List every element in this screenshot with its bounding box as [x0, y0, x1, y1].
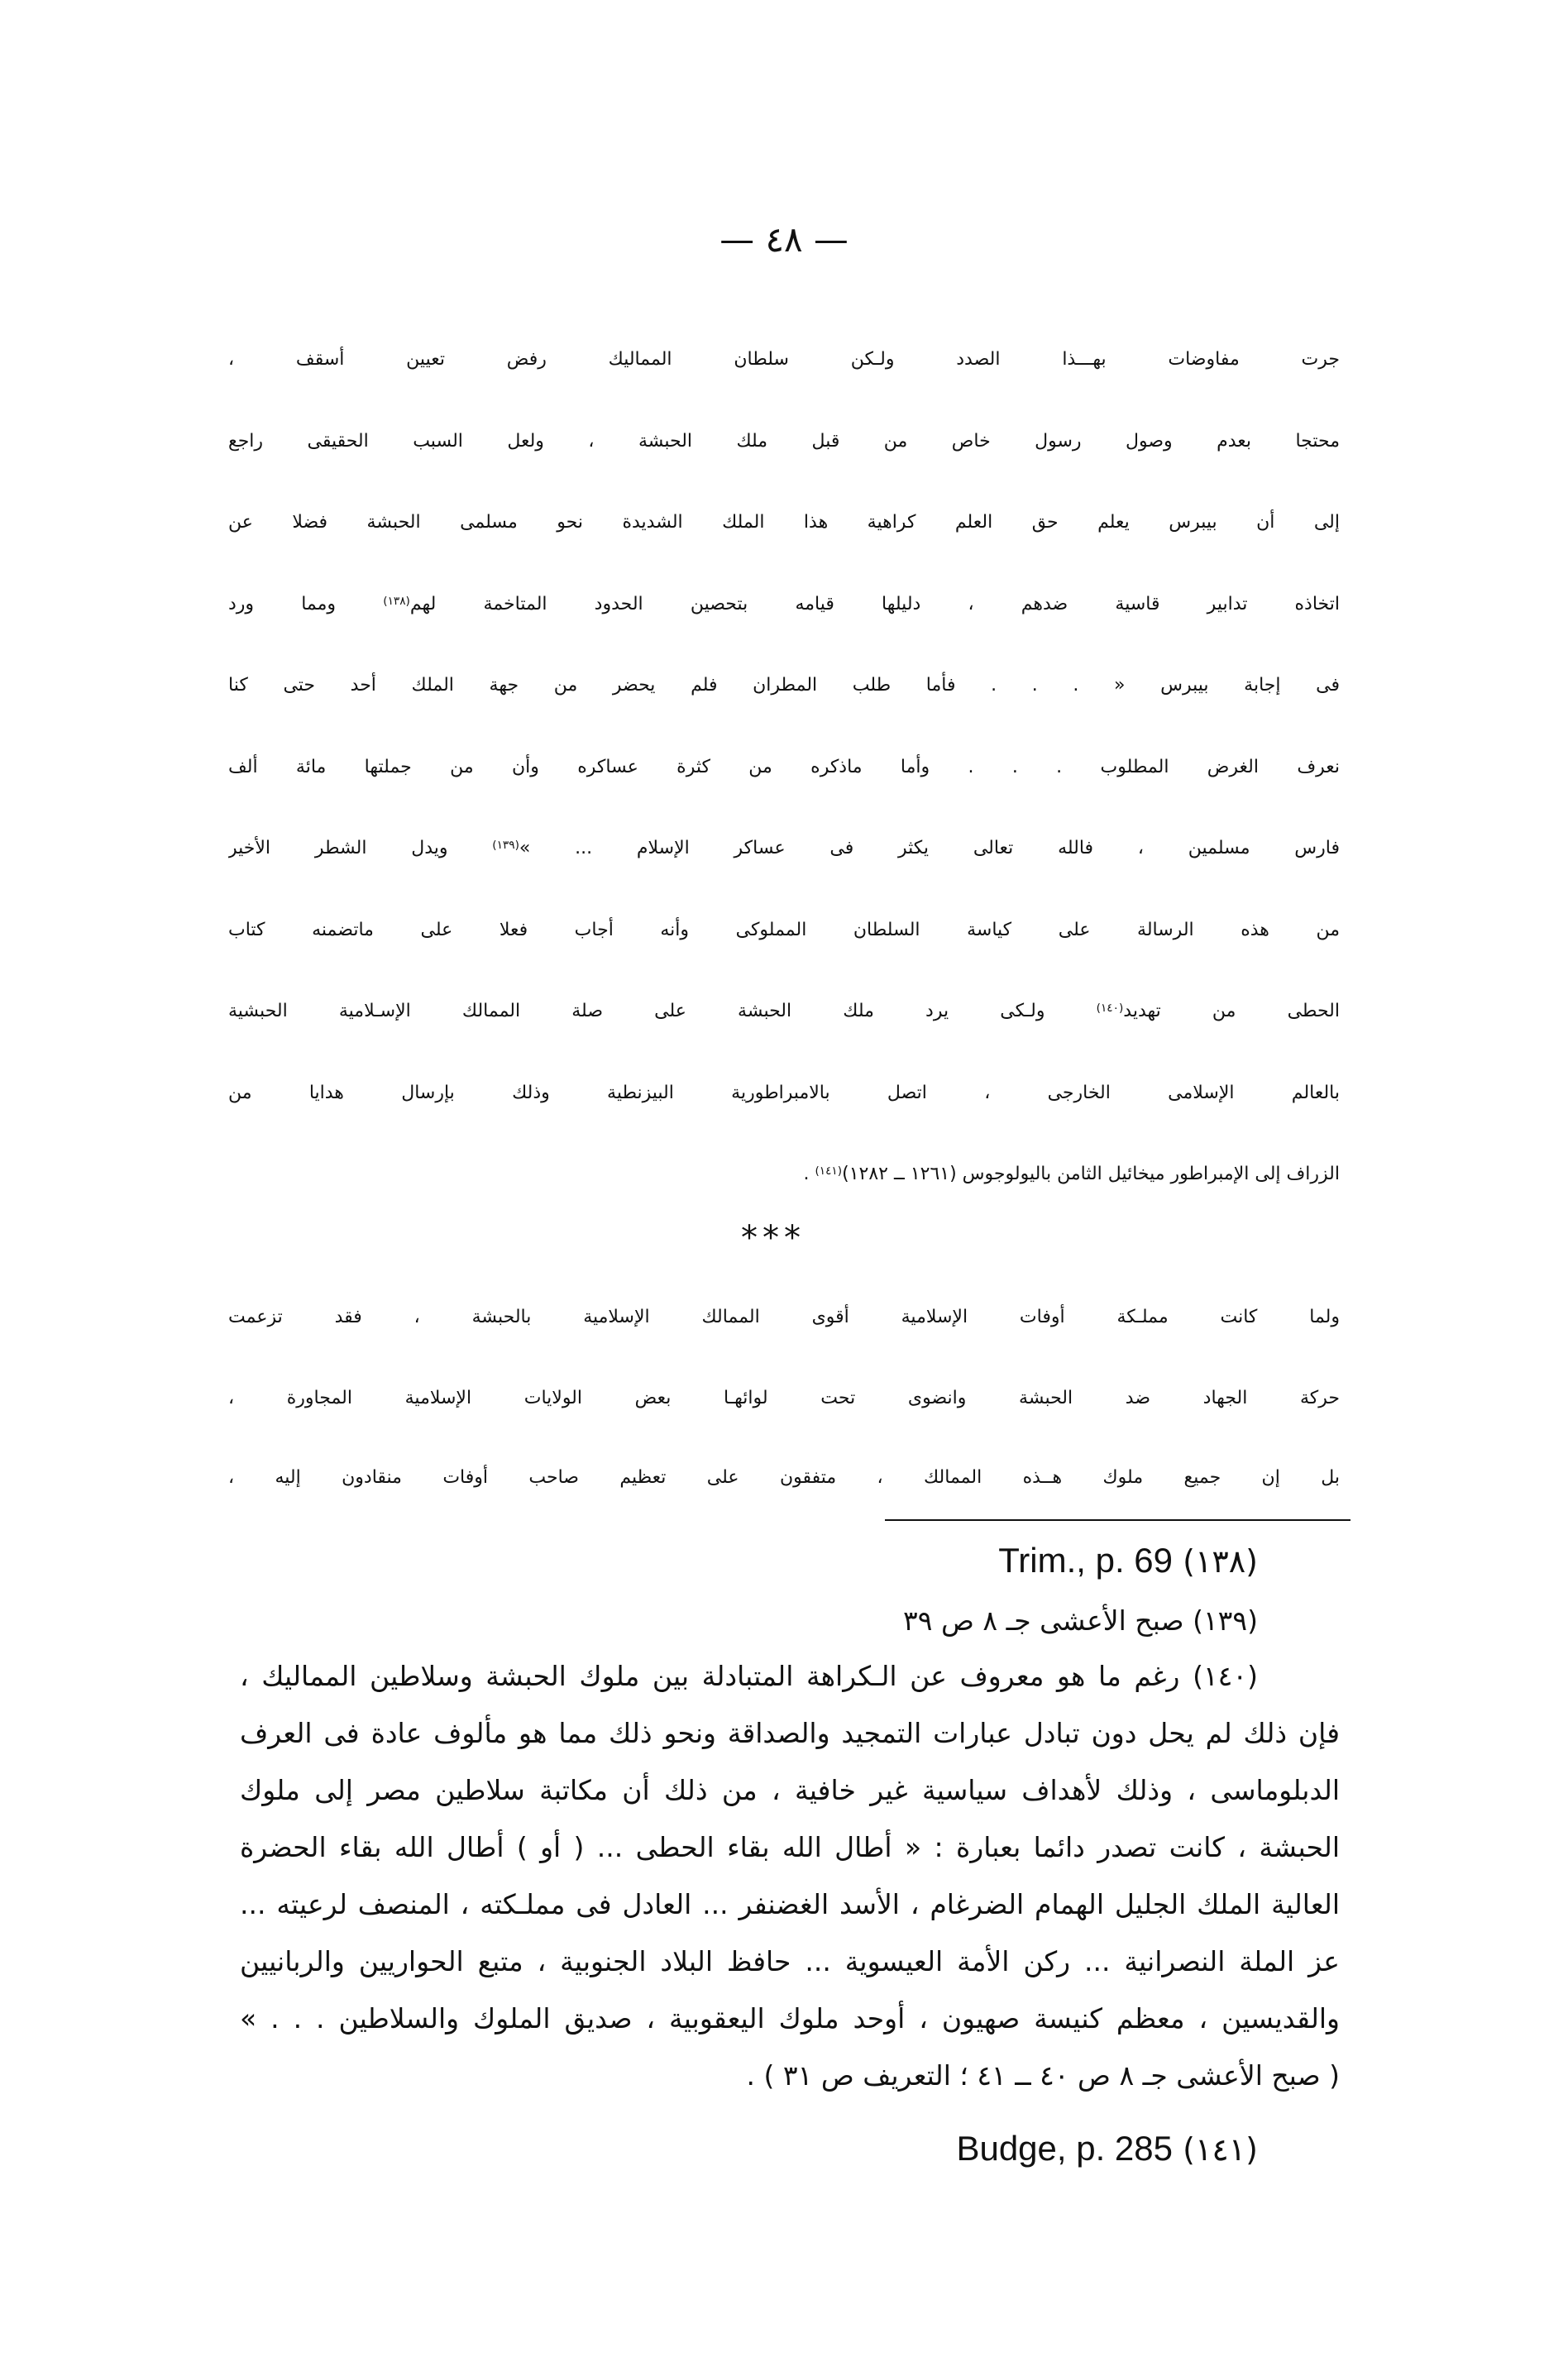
body-text: اتخاذه تدابير قاسية ضدهم ، دليلها قيامه بتحصين الحدود المتاخمة لهم: [409, 594, 1340, 614]
footnote-reference: (١٣٩): [492, 838, 519, 852]
footnote-text: Trim., p. 69: [998, 1541, 1174, 1580]
body-text: ومما ورد: [228, 594, 384, 614]
body-line: [228, 820, 1340, 877]
body-text: .: [803, 1164, 815, 1184]
footnote-line: الدبلوماسى ، وذلك لأهداف سياسية غير خافية ، من ذلك أن مكاتبة سلاطين مصر إلى ملوك: [240, 1774, 1340, 1806]
footnote-line: ( صبح الأعشى جـ ٨ ص ٤٠ ــ ٤١ ؛ التعريف ص ٣١ ) .: [746, 2059, 1340, 2092]
body-text: الزراف إلى الإمبراطور ميخائيل الثامن باليولوجوس (١٢٦١ ــ ١٢٨٢): [842, 1164, 1340, 1184]
footnote-text: رغم ما هو معروف عن الـكراهة المتبادلة بين ملوك الحبشة وسلاطين المماليك ،: [240, 1660, 1180, 1692]
footnote-number: (١٤١): [1183, 2131, 1258, 2168]
body-line: نعرف الغرض المطلوب . . . وأما ماذكره من كثرة عساكره وأن من جملتها مائة ألف: [228, 757, 1340, 777]
body-line: بالعالم الإسلامى الخارجى ، اتصل بالامبراطورية البيزنطية وذلك بإرسال هدايا من: [228, 1083, 1340, 1103]
footnote: [240, 1654, 1258, 1699]
body-line: بل إن جميع ملوك هــذه الممالك ، متفقون على تعظيم صاحب أوفات منقادون إليه ،: [228, 1467, 1340, 1488]
body-text: فارس مسلمين ، فالله تعالى يكثر فى عساكر الإسلام ... »: [519, 838, 1340, 858]
footnote-reference: (١٣٨): [383, 594, 410, 608]
footnote-line: والقديسين ، معظم كنيسة صهيون ، أوحد ملوك اليعقوبية ، صديق الملوك والسلاطين . . . »: [240, 2002, 1340, 2034]
footnote-number: (١٣٩): [1193, 1604, 1258, 1637]
body-line: إلى أن بيبرس يعلم حق العلم كراهية هذا الملك الشديدة نحو مسلمى الحبشة فضلا عن: [228, 512, 1340, 533]
body-line: [228, 1145, 1340, 1203]
page-number: — ٤٨ —: [719, 219, 849, 260]
footnote-line: العالية الملك الجليل الهمام الضرغام ، الأسد الغضنفر ... العادل فى مملـكته ، المنصف لرعيته ...: [240, 1888, 1340, 1920]
footnote: [265, 1536, 1258, 1585]
footnote-line: فإن ذلك لم يحل دون تبادل عبارات التمجيد والصداقة ونحو ذلك مما هو مألوف عادة فى العرف: [240, 1717, 1340, 1749]
body-text: ويدل الشطر الأخير: [228, 838, 493, 858]
footnote: [265, 2124, 1258, 2173]
footnote-text: Budge, p. 285: [956, 2129, 1174, 2168]
body-line: محتجا بعدم وصول رسول خاص من قبل ملك الحبشة ، ولعل السبب الحقيقى راجع: [228, 431, 1340, 452]
section-divider-stars: ***: [741, 1219, 806, 1257]
footnote-reference: (١٤٠): [1096, 1001, 1124, 1015]
body-line: [228, 576, 1340, 634]
footnote-separator: [885, 1519, 1350, 1521]
body-line: ولما كانت مملـكة أوفات الإسلامية أقوى الممالك الإسلامية بالحبشة ، فقد تزعمت: [228, 1307, 1340, 1327]
footnote-line: الحبشة ، كانت تصدر دائما بعبارة : « أطال الله بقاء الحطى ... ( أو ) أطال الله بقاء الحضرة: [240, 1831, 1340, 1863]
body-line: فى إجابة بيبرس « . . . فأما طلب المطران فلم يحضر من جهة الملك أحد حتى كنا: [228, 675, 1340, 696]
footnote-number: (١٤٠): [1193, 1660, 1258, 1692]
footnote-number: (١٣٨): [1183, 1543, 1258, 1580]
body-line: من هذه الرسالة على كياسة السلطان المملوكى وأنه أجاب فعلا على ماتضمنه كتاب: [228, 920, 1340, 940]
footnote-reference: (١٤١): [815, 1164, 843, 1178]
footnote-line: عز الملة النصرانية ... ركن الأمة العيسوية ... حافظ البلاد الجنوبية ، متبع الحواريين والربانيين: [240, 1945, 1340, 1977]
body-text: الحطى من تهديد: [1123, 1001, 1340, 1021]
body-text: ولـكى يرد ملك الحبشة على صلة الممالك الإسـلامية الحبشية: [228, 1001, 1097, 1021]
footnote: [265, 1599, 1258, 1643]
body-line: حركة الجهاد ضد الحبشة وانضوى تحت لوائهـا بعض الولايات الإسلامية المجاورة ،: [228, 1388, 1340, 1408]
body-line: جرت مفاوضات بهـــذا الصدد ولـكن سلطان المماليك رفض تعيين أسقف ،: [228, 349, 1340, 370]
footnote-text: صبح الأعشى جـ ٨ ص ٣٩: [903, 1604, 1184, 1637]
body-line: [228, 983, 1340, 1040]
